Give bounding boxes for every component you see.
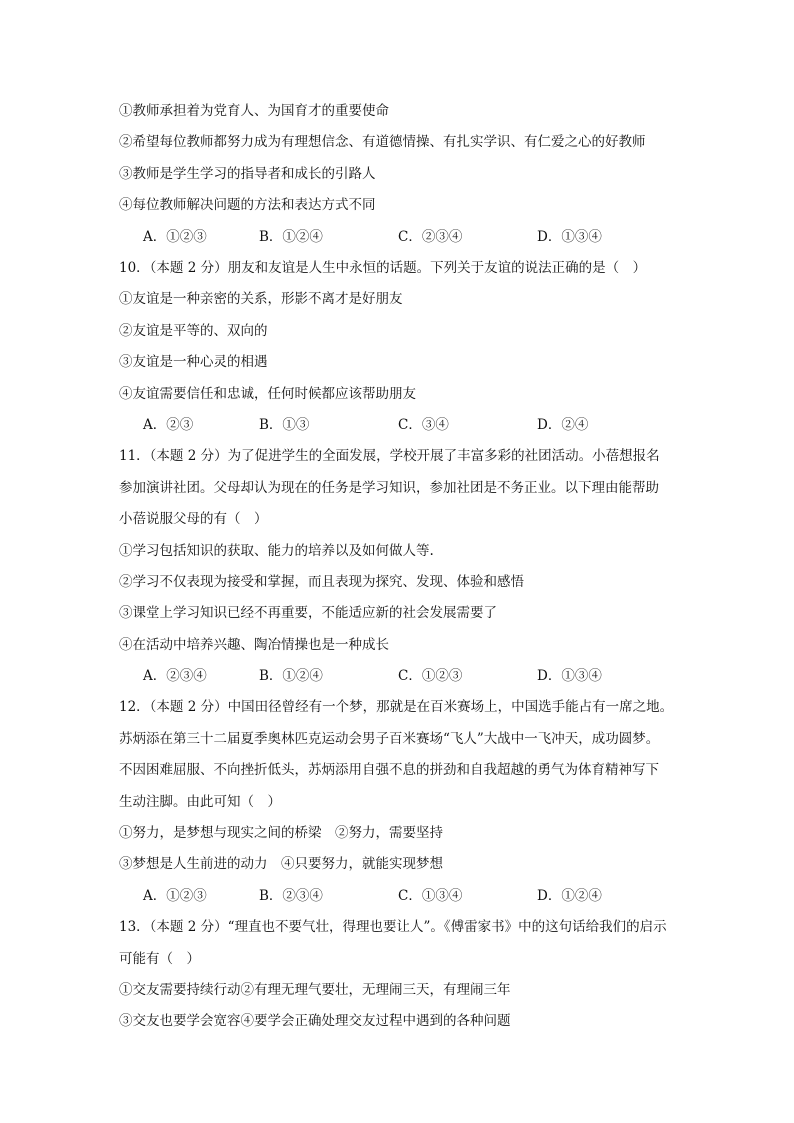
q12-options bbox=[143, 886, 743, 906]
q9-statement-1: ①教师承担着为党育人、为国育才的重要使命 bbox=[119, 103, 389, 119]
q11-option-c[interactable]: C．①②③ bbox=[398, 668, 463, 684]
q12-option-c[interactable]: C．①③④ bbox=[398, 888, 463, 904]
q12-stem-line-2: 苏炳添在第三十二届夏季奥林匹克运动会男子百米赛场“飞人”大战中一飞冲天，成功圆梦。 bbox=[119, 731, 660, 747]
q9-option-b[interactable]: B．①②④ bbox=[259, 229, 323, 245]
q12-option-d[interactable]: D．①②④ bbox=[537, 888, 602, 904]
q13-statement-line-1: ①交友需要持续行动②有理无理气要壮，无理闹三天，有理闹三年 bbox=[119, 982, 511, 998]
q11-statement-2: ②学习不仅表现为接受和掌握，而且表现为探究、发现、体验和感悟 bbox=[119, 574, 524, 590]
q9-statement-2: ②希望每位教师都努力成为有理想信念、有道德情操、有扎实学识、有仁爱之心的好教师 bbox=[119, 134, 646, 150]
q12-statement-line-2: ③梦想是人生前进的动力 ④只要努力，就能实现梦想 bbox=[119, 856, 443, 872]
q9-option-c[interactable]: C．②③④ bbox=[398, 229, 463, 245]
q10-options bbox=[143, 415, 743, 435]
q10-stem-line-1: 10．（本题 2 分）朋友和友谊是人生中永恒的话题。下列关于友谊的说法正确的是（ ） bbox=[119, 260, 647, 276]
q11-statement-4: ④在活动中培养兴趣、陶冶情操也是一种成长 bbox=[119, 637, 389, 653]
q9-options bbox=[143, 227, 743, 247]
q11-options bbox=[143, 666, 743, 686]
q11-stem-line-3: 小蓓说服父母的有（ ） bbox=[119, 511, 268, 527]
q12-option-a[interactable]: A．①②③ bbox=[143, 888, 207, 904]
q9-statement-4: ④每位教师解决问题的方法和表达方式不同 bbox=[119, 197, 376, 213]
q10-statement-3: ③友谊是一种心灵的相遇 bbox=[119, 354, 268, 370]
q10-option-a[interactable]: A．②③ bbox=[143, 417, 194, 433]
q10-option-c[interactable]: C．③④ bbox=[398, 417, 449, 433]
q11-option-d[interactable]: D．①③④ bbox=[537, 668, 602, 684]
q10-statement-2: ②友谊是平等的、双向的 bbox=[119, 323, 268, 339]
q10-option-d[interactable]: D．②④ bbox=[537, 417, 589, 433]
q9-statement-3: ③教师是学生学习的指导者和成长的引路人 bbox=[119, 166, 376, 182]
q11-option-b[interactable]: B．①②④ bbox=[259, 668, 323, 684]
q10-statement-4: ④友谊需要信任和忠诚，任何时候都应该帮助朋友 bbox=[119, 386, 416, 402]
q12-statement-line-1: ①努力，是梦想与现实之间的桥梁 ②努力，需要坚持 bbox=[119, 825, 443, 841]
q13-stem-line-2: 可能有（ ） bbox=[119, 951, 200, 967]
q10-statement-1: ①友谊是一种亲密的关系，形影不离才是好朋友 bbox=[119, 291, 403, 307]
q13-stem-line-1: 13．（本题 2 分）“理直也不要气壮，得理也要让人”。《傅雷家书》中的这句话给我们的启示 bbox=[119, 919, 667, 935]
q9-option-a[interactable]: A．①②③ bbox=[143, 229, 207, 245]
q11-option-a[interactable]: A．②③④ bbox=[143, 668, 207, 684]
q12-stem-line-3: 不因困难屈服、不向挫折低头，苏炳添用自强不息的拼劲和自我超越的勇气为体育精神写下 bbox=[119, 762, 659, 778]
q12-option-b[interactable]: B．②③④ bbox=[259, 888, 323, 904]
q11-stem-line-2: 参加演讲社团。父母却认为现在的任务是学习知识，参加社团是不务正业。以下理由能帮助 bbox=[119, 480, 659, 496]
q11-stem-line-1: 11．（本题 2 分）为了促进学生的全面发展，学校开展了丰富多彩的社团活动。小蓓想报名 bbox=[119, 448, 660, 464]
q13-statement-line-2: ③交友也要学会宽容④要学会正确处理交友过程中遇到的各种问题 bbox=[119, 1013, 511, 1029]
q11-statement-1: ①学习包括知识的获取、能力的培养以及如何做人等. bbox=[119, 543, 434, 559]
q12-stem-line-4: 生动注脚。由此可知（ ） bbox=[119, 794, 281, 810]
q10-option-b[interactable]: B．①③ bbox=[259, 417, 310, 433]
q11-statement-3: ③课堂上学习知识已经不再重要，不能适应新的社会发展需要了 bbox=[119, 605, 497, 621]
q9-option-d[interactable]: D．①③④ bbox=[537, 229, 602, 245]
q12-stem-line-1: 12．（本题 2 分）中国田径曾经有一个梦，那就是在百米赛场上，中国选手能占有一席之地。 bbox=[119, 699, 674, 715]
